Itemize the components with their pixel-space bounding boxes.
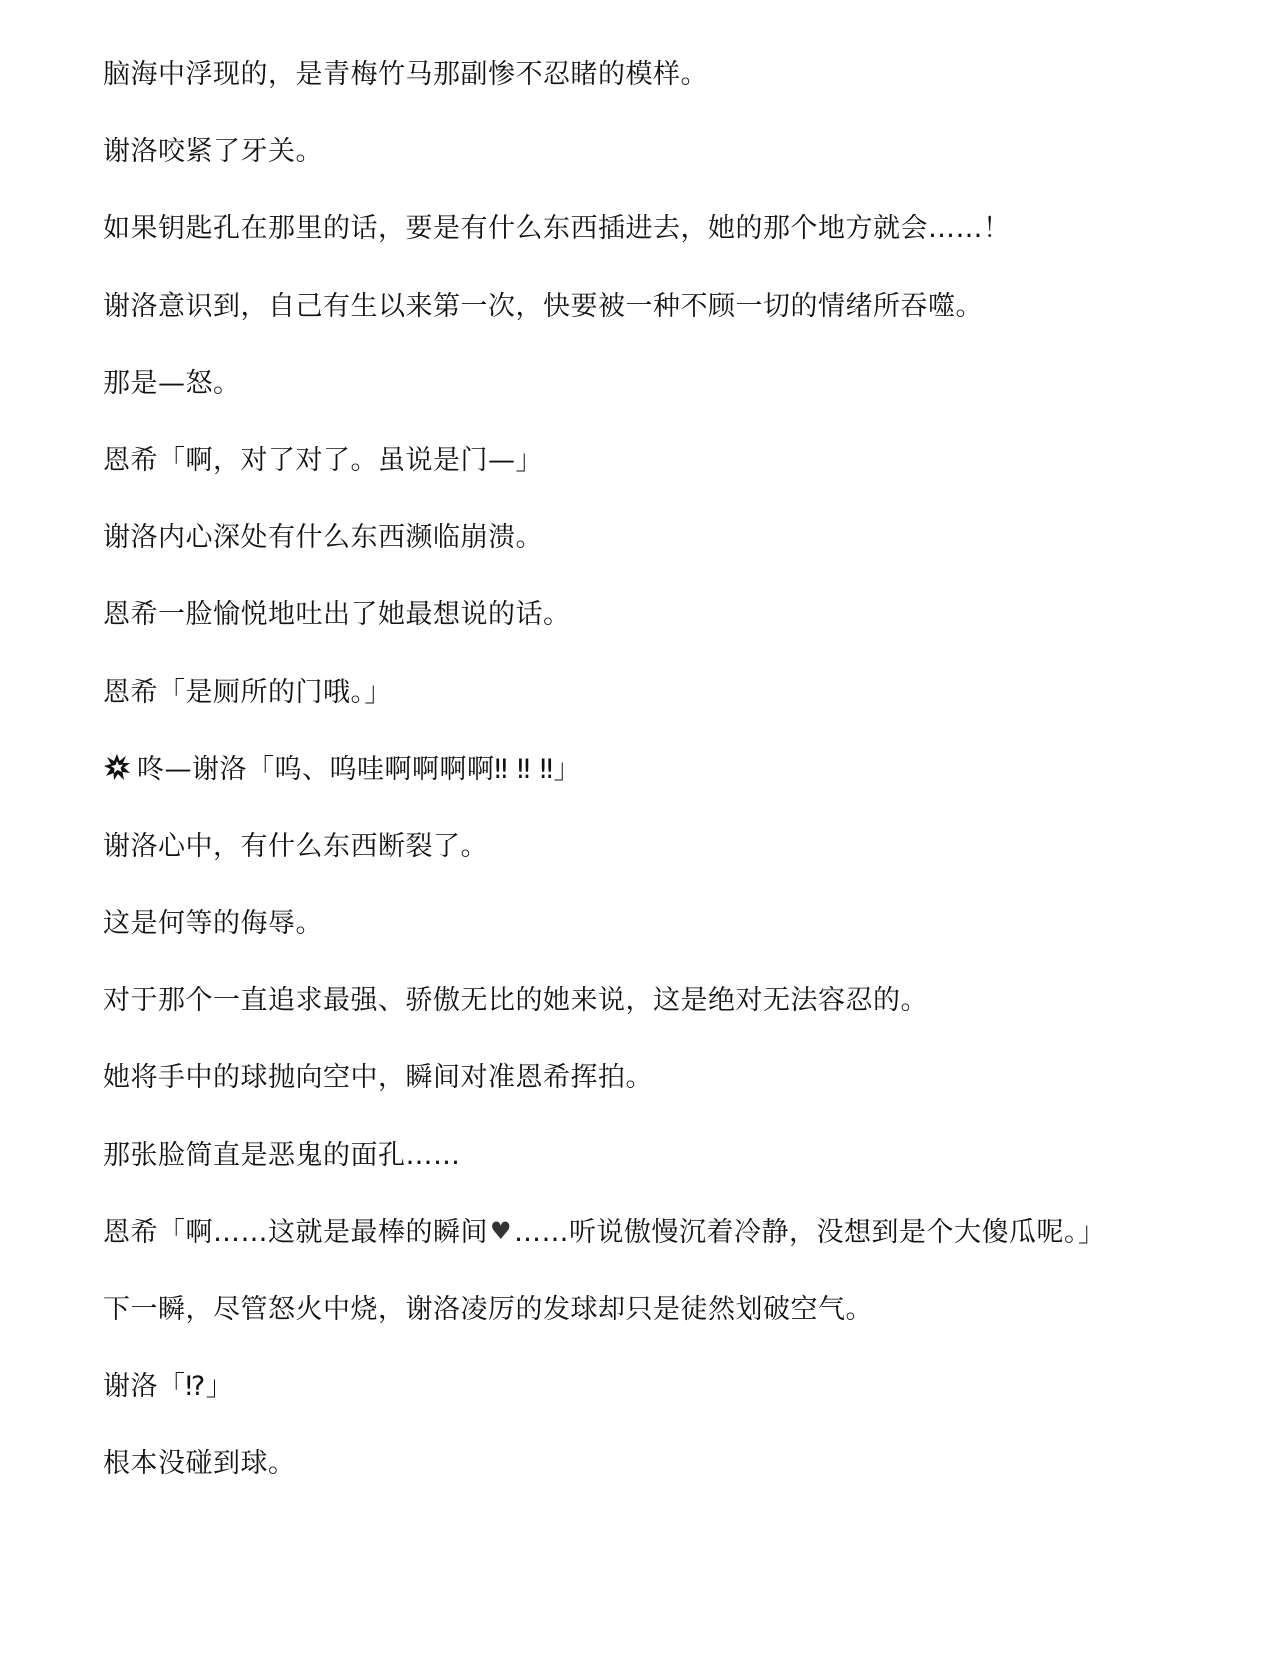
dialogue-text: 咚—谢洛「呜、呜哇啊啊啊啊‼ ‼ ‼」 [137,753,581,785]
paragraph: 她将手中的球抛向空中，瞬间对准恩希挥拍。 [103,1062,653,1094]
paragraph: 那张脸简直是恶鬼的面孔…… [103,1139,461,1171]
dialogue-line [103,731,1240,808]
paragraph: 脑海中浮现的，是青梅竹马那副惨不忍睹的模样。 [103,59,708,90]
dialogue-text-after: ……听说傲慢沉着冷静，没想到是个大傻瓜呢。」 [514,1216,1106,1248]
paragraph: 如果钥匙孔在那里的话，要是有什么东西插进去，她的那个地方就会……！ [103,213,1011,245]
dialogue-text-before: 恩希「啊……这就是最棒的瞬间 [103,1216,488,1248]
explosion-icon [103,753,131,781]
paragraph: 谢洛内心深处有什么东西濒临崩溃。 [103,522,543,554]
dialogue-line: 谢洛「⁉」 [103,1371,234,1403]
dialogue-line [103,1194,1240,1271]
dialogue-line: 恩希「是厕所的门哦。」 [103,676,392,708]
paragraph: 下一瞬，尽管怒火中烧，谢洛凌厉的发球却只是徒然划破空气。 [103,1294,873,1325]
paragraph: 那是—怒。 [103,367,241,399]
paragraph: 这是何等的侮辱。 [103,908,323,940]
document-body [103,36,1240,1503]
dialogue-line: 恩希「啊，对了对了。虽说是门—」 [103,444,543,476]
heart-icon: ♥ [490,1216,513,1245]
paragraph: 谢洛咬紧了牙关。 [103,136,323,168]
paragraph: 谢洛心中，有什么东西断裂了。 [103,830,488,862]
paragraph: 恩希一脸愉悦地吐出了她最想说的话。 [103,599,571,631]
paragraph: 根本没碰到球。 [103,1448,296,1480]
paragraph: 谢洛意识到，自己有生以来第一次，快要被一种不顾一切的情绪所吞噬。 [103,290,983,322]
paragraph: 对于那个一直追求最强、骄傲无比的她来说，这是绝对无法容忍的。 [103,985,928,1017]
